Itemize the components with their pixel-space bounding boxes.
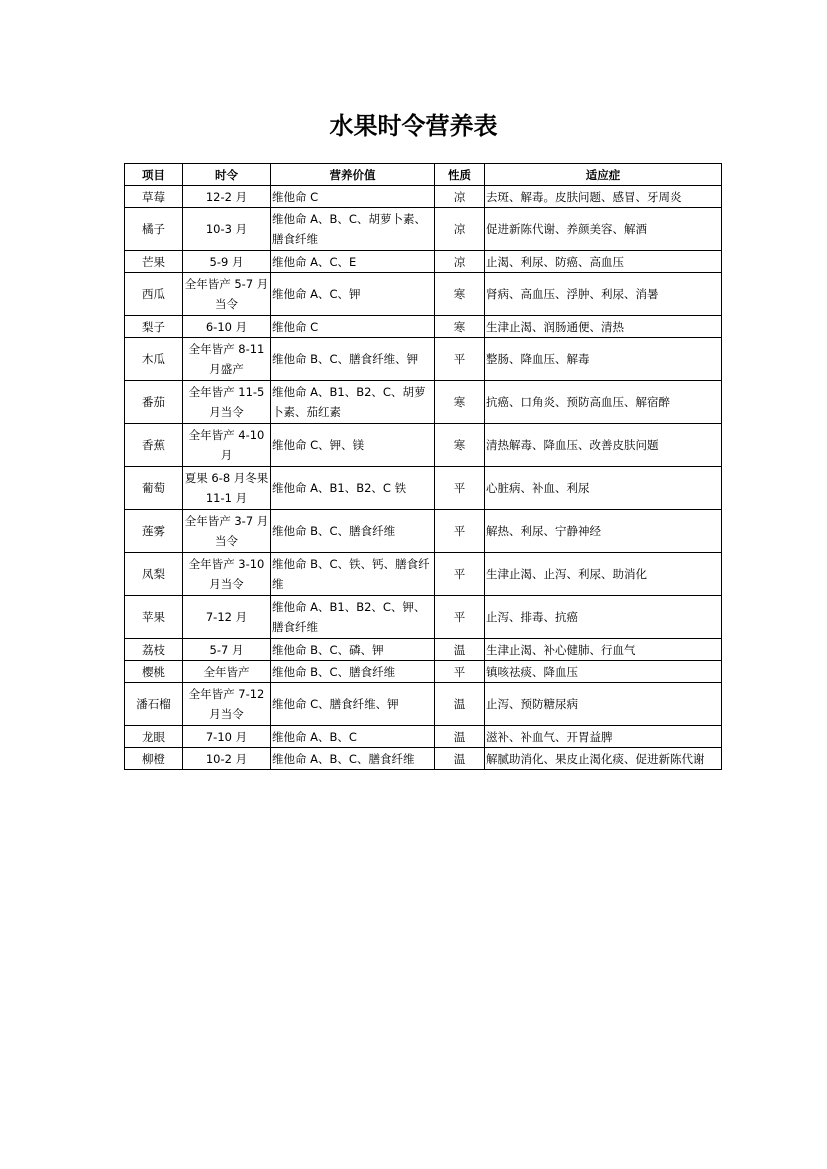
cell-season: 全年皆产 7-12 月当令 — [183, 683, 271, 726]
header-use: 适应症 — [485, 164, 722, 186]
table-row — [125, 510, 722, 553]
table-row — [125, 748, 722, 770]
cell-property: 平 — [435, 596, 485, 639]
cell-season: 全年皆产 3-10 月当令 — [183, 553, 271, 596]
cell-use: 肾病、高血压、浮肿、利尿、消暑 — [485, 273, 722, 316]
table-row — [125, 726, 722, 748]
cell-name: 橘子 — [125, 208, 183, 251]
cell-value: 维他命 A、C、钾 — [271, 273, 435, 316]
cell-name: 莲雾 — [125, 510, 183, 553]
cell-property: 寒 — [435, 381, 485, 424]
cell-use: 止泻、排毒、抗癌 — [485, 596, 722, 639]
cell-value: 维他命 C、钾、镁 — [271, 424, 435, 467]
table-row — [125, 251, 722, 273]
cell-value: 维他命 B、C、磷、钾 — [271, 639, 435, 661]
cell-use: 整肠、降血压、解毒 — [485, 338, 722, 381]
table-row — [125, 467, 722, 510]
header-property: 性质 — [435, 164, 485, 186]
cell-property: 温 — [435, 639, 485, 661]
cell-name: 潘石榴 — [125, 683, 183, 726]
page-title: 水果时令营养表 — [329, 111, 498, 140]
cell-value: 维他命 B、C、膳食纤维 — [271, 510, 435, 553]
cell-season: 7-10 月 — [183, 726, 271, 748]
cell-value: 维他命 A、B、C、膳食纤维 — [271, 748, 435, 770]
table-row — [125, 381, 722, 424]
table-row — [125, 683, 722, 726]
table-row — [125, 316, 722, 338]
cell-value: 维他命 C — [271, 186, 435, 208]
table-row — [125, 338, 722, 381]
cell-use: 抗癌、口角炎、预防高血压、解宿醉 — [485, 381, 722, 424]
cell-season: 全年皆产 11-5 月当令 — [183, 381, 271, 424]
table-row — [125, 639, 722, 661]
cell-name: 龙眼 — [125, 726, 183, 748]
cell-value: 维他命 A、C、E — [271, 251, 435, 273]
cell-use: 生津止渴、止泻、利尿、助消化 — [485, 553, 722, 596]
cell-use: 清热解毒、降血压、改善皮肤问题 — [485, 424, 722, 467]
cell-season: 5-9 月 — [183, 251, 271, 273]
table-row — [125, 186, 722, 208]
cell-property: 平 — [435, 661, 485, 683]
cell-property: 平 — [435, 467, 485, 510]
cell-property: 寒 — [435, 424, 485, 467]
cell-value: 维他命 C、膳食纤维、钾 — [271, 683, 435, 726]
header-name: 项目 — [125, 164, 183, 186]
cell-use: 解热、利尿、宁静神经 — [485, 510, 722, 553]
cell-use: 促进新陈代谢、养颜美容、解酒 — [485, 208, 722, 251]
cell-name: 葡萄 — [125, 467, 183, 510]
cell-season: 全年皆产 3-7 月当令 — [183, 510, 271, 553]
cell-property: 寒 — [435, 316, 485, 338]
cell-value: 维他命 B、C、膳食纤维 — [271, 661, 435, 683]
cell-season: 6-10 月 — [183, 316, 271, 338]
cell-name: 西瓜 — [125, 273, 183, 316]
cell-value: 维他命 B、C、膳食纤维、钾 — [271, 338, 435, 381]
cell-property: 平 — [435, 553, 485, 596]
cell-value: 维他命 A、B1、B2、C 铁 — [271, 467, 435, 510]
table-header-row — [125, 164, 722, 186]
cell-use: 心脏病、补血、利尿 — [485, 467, 722, 510]
cell-name: 荔枝 — [125, 639, 183, 661]
cell-value: 维他命 B、C、铁、钙、膳食纤维 — [271, 553, 435, 596]
cell-name: 芒果 — [125, 251, 183, 273]
table-body — [125, 186, 722, 770]
cell-season: 5-7 月 — [183, 639, 271, 661]
table-row — [125, 553, 722, 596]
cell-use: 止泻、预防糖尿病 — [485, 683, 722, 726]
cell-name: 苹果 — [125, 596, 183, 639]
cell-property: 凉 — [435, 186, 485, 208]
cell-property: 平 — [435, 338, 485, 381]
cell-value: 维他命 A、B、C — [271, 726, 435, 748]
cell-value: 维他命 A、B、C、胡萝卜素、膳食纤维 — [271, 208, 435, 251]
cell-value: 维他命 C — [271, 316, 435, 338]
fruit-nutrition-table — [124, 163, 722, 770]
cell-property: 平 — [435, 510, 485, 553]
cell-name: 柳橙 — [125, 748, 183, 770]
cell-use: 滋补、补血气、开胃益脾 — [485, 726, 722, 748]
header-value: 营养价值 — [271, 164, 435, 186]
header-season: 时令 — [183, 164, 271, 186]
table-row — [125, 596, 722, 639]
cell-use: 生津止渴、补心健肺、行血气 — [485, 639, 722, 661]
cell-season: 夏果 6-8 月冬果 11-1 月 — [183, 467, 271, 510]
table-row — [125, 273, 722, 316]
cell-property: 温 — [435, 748, 485, 770]
cell-season: 7-12 月 — [183, 596, 271, 639]
cell-use: 解腻助消化、果皮止渴化痰、促进新陈代谢 — [485, 748, 722, 770]
cell-use: 镇咳祛痰、降血压 — [485, 661, 722, 683]
cell-season: 全年皆产 — [183, 661, 271, 683]
cell-name: 木瓜 — [125, 338, 183, 381]
cell-use: 止渴、利尿、防癌、高血压 — [485, 251, 722, 273]
table-row — [125, 208, 722, 251]
cell-name: 番茄 — [125, 381, 183, 424]
cell-name: 梨子 — [125, 316, 183, 338]
cell-season: 10-2 月 — [183, 748, 271, 770]
table-row — [125, 661, 722, 683]
cell-property: 凉 — [435, 208, 485, 251]
cell-name: 凤梨 — [125, 553, 183, 596]
cell-use: 去斑、解毒。皮肤问题、感冒、牙周炎 — [485, 186, 722, 208]
cell-property: 温 — [435, 726, 485, 748]
cell-property: 凉 — [435, 251, 485, 273]
cell-value: 维他命 A、B1、B2、C、钾、膳食纤维 — [271, 596, 435, 639]
cell-property: 温 — [435, 683, 485, 726]
cell-season: 10-3 月 — [183, 208, 271, 251]
cell-name: 樱桃 — [125, 661, 183, 683]
cell-season: 全年皆产 8-11 月盛产 — [183, 338, 271, 381]
cell-use: 生津止渴、润肠通便、清热 — [485, 316, 722, 338]
cell-name: 草莓 — [125, 186, 183, 208]
cell-name: 香蕉 — [125, 424, 183, 467]
cell-season: 12-2 月 — [183, 186, 271, 208]
cell-season: 全年皆产 5-7 月当令 — [183, 273, 271, 316]
cell-property: 寒 — [435, 273, 485, 316]
cell-value: 维他命 A、B1、B2、C、胡萝卜素、茄红素 — [271, 381, 435, 424]
cell-season: 全年皆产 4-10 月 — [183, 424, 271, 467]
table-row — [125, 424, 722, 467]
